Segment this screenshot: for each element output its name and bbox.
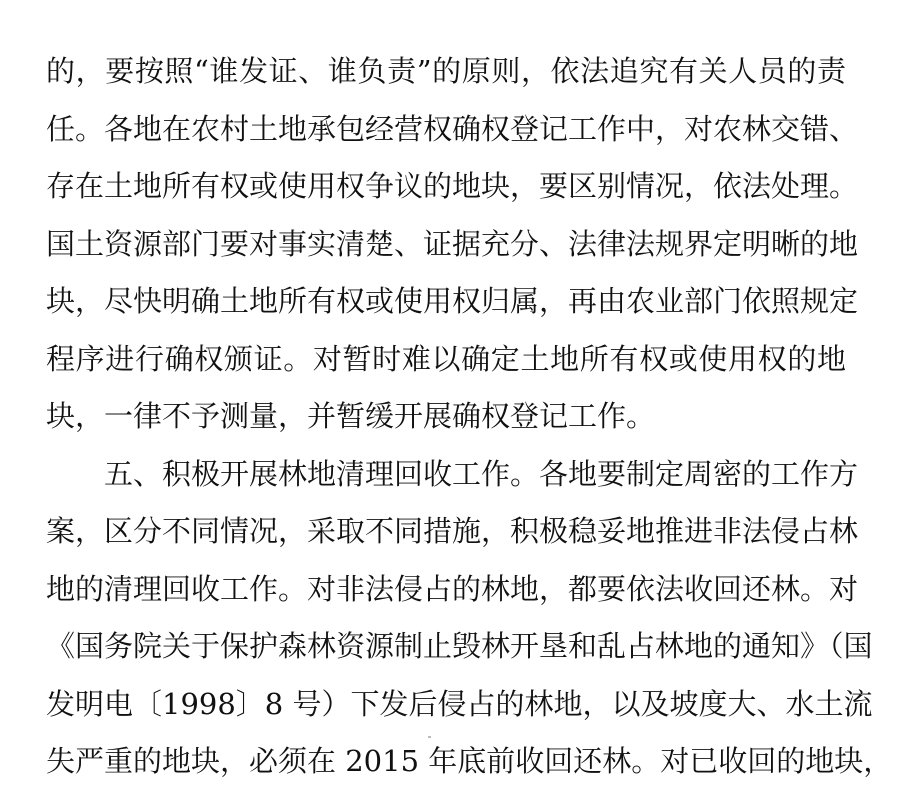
scan-speck bbox=[428, 736, 431, 738]
text-line-2: 任。各地在农村土地承包经营权确权登记工作中，对农林交错、 bbox=[46, 111, 859, 146]
body-text bbox=[46, 43, 893, 791]
text-line-4: 国土资源部门要对事实清楚、证据充分、法律法规界定明晰的地 bbox=[46, 226, 859, 261]
text-line-9: 案，区分不同情况，采取不同措施，积极稳妥地推进非法侵占林 bbox=[46, 514, 859, 548]
text-line-3: 存在土地所有权或使用权争议的地块，要区别情况，依法处理。 bbox=[46, 169, 859, 203]
text-line-13: 失严重的地块，必须在 2015 年底前收回还林。对已收回的地块， bbox=[46, 744, 893, 778]
text-line-1: 的，要按照“谁发证、谁负责”的原则，依法追究有关人员的责 bbox=[46, 54, 846, 88]
text-line-5: 块，尽快明确土地所有权或使用权归属，再由农业部门依照规定 bbox=[46, 284, 859, 318]
text-line-10: 地的清理回收工作。对非法侵占的林地，都要依法收回还林。对 bbox=[46, 571, 859, 606]
text-line-8: 五、积极开展林地清理回收工作。各地要制定周密的工作方 bbox=[104, 456, 859, 491]
text-line-6: 程序进行确权颁证。对暂时难以确定土地所有权或使用权的地 bbox=[46, 341, 846, 376]
text-line-12: 发明电〔1998〕8 号）下发后侵占的林地，以及坡度大、水土流 bbox=[46, 686, 873, 721]
text-line-7: 块，一律不予测量，并暂缓开展确权登记工作。 bbox=[46, 399, 656, 433]
text-line-11: 《国务院关于保护森林资源制止毁林开垦和乱占林地的通知》（国 bbox=[46, 629, 873, 663]
